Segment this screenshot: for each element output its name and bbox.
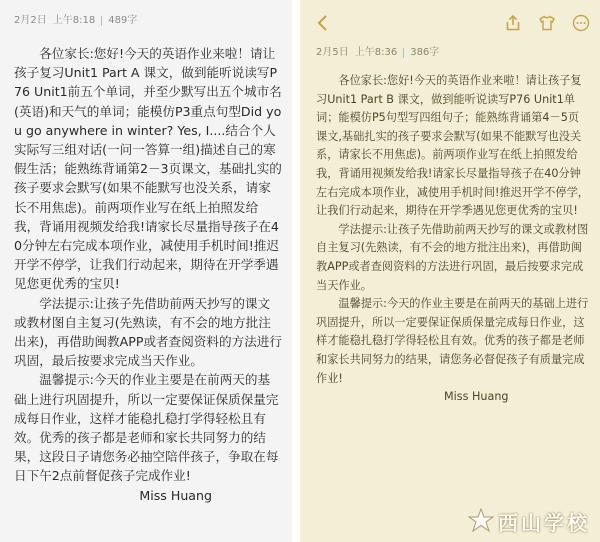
watermark-text: 西山学校	[498, 511, 590, 535]
note-meta	[316, 46, 590, 60]
chevron-left-icon[interactable]	[316, 13, 336, 33]
note-paragraph: 各位家长:您好!今天的英语作业来啦！请让孩子复习Unit1 Part A 课文，做到能听说读写P76 Unit1前五个单词，并至少默写出五个城市名(英语)和天气的单词；能模仿P3重点句型Did you go anywhere in winter? Yes, I....结合个人实际写三组对话(一问一答算一组)描述自己的寒假生活；能熟练背诵第2－3页课文，基础扎实的孩子要求会默写(如果不能默写也没关系，请家长不用焦虑)。前两项作业写在纸上拍照发给我，背诵用视频发给我!请家长尽量指导孩子在40分钟左右完成本项作业，减使用手机时间!推迟开学不停学，让我们行动起来，期待在开学季遇见您更优秀的宝贝!	[14, 46, 282, 292]
meta-divider	[403, 48, 404, 58]
note-body[interactable]	[14, 44, 282, 505]
note-panel-left	[0, 0, 292, 542]
note-meta	[14, 14, 282, 28]
note-paragraph: 温馨提示:今天的作业主要是在前两天的基础上进行巩固提升，所以一定要保证保质保量完成每日作业，这样才能稳扎稳打学得轻松且有效。优秀的孩子都是老师和家长共同努力的结果，请您务必督促孩子有质量完成作业!	[316, 297, 589, 385]
note-time: 上午8:18	[52, 15, 96, 26]
share-icon[interactable]	[504, 14, 522, 32]
note-signature: Miss Huang	[139, 487, 212, 503]
note-word-count: 386字	[410, 47, 440, 58]
note-word-count: 489字	[108, 15, 138, 26]
note-paragraph: 各位家长:您好!今天的英语作业来啦！请让孩子复习Unit1 Part B 课文，做到能听说读写P76 Unit1单词；能模仿P5句型写四组句子；能熟练背诵第4－5页课文,基础扎实的孩子要求会默写(如果不能默写也没关系，请家长不用焦虑)。前两项作业写在纸上拍照发给我，背诵用视频发给我!请家长尽量指导孩子在40分钟左右完成本项作业，减使用手机时间!推迟开学不停学，让我们行动起来，期待在开学季遇见您更优秀的宝贝!	[316, 74, 589, 218]
more-icon[interactable]	[572, 14, 590, 32]
note-body[interactable]	[316, 72, 590, 407]
note-time: 上午8:36	[354, 47, 398, 58]
star-logo-icon	[468, 508, 494, 536]
note-paragraph: 学法提示:让孩子先借助前两天抄写的课文或教材图自主复习(先熟读，有不会的地方批注出来)，再借助闽教APP或者查阅资料的方法进行巩固，最后按要求完成当天作业。	[14, 295, 282, 369]
meta-divider	[101, 16, 102, 26]
note-signature: Miss Huang	[444, 390, 509, 404]
toolbar-actions	[504, 14, 590, 32]
note-paragraph: 温馨提示:今天的作业主要是在前两天的基础上进行巩固提升，所以一定要保证保质保量完成每日作业，这样才能稳扎稳打学得轻松且有效。优秀的孩子都是老师和家长共同努力的结果，这段日子请您务必抽空陪伴孩子，争取在每日下午2点前督促孩子完成作业!	[14, 372, 279, 484]
note-toolbar	[316, 10, 590, 36]
note-date: 2月5日	[316, 47, 349, 58]
shirt-icon[interactable]	[538, 14, 556, 32]
school-watermark	[468, 507, 590, 536]
note-panel-right	[300, 0, 600, 542]
note-date: 2月2日	[14, 15, 47, 26]
note-paragraph: 学法提示:让孩子先借助前两天抄写的课文或教材图自主复习(先熟读，有不会的地方批注出来)，再借助闽教APP或者查阅资料的方法进行巩固，最后按要求完成当天作业。	[316, 222, 589, 292]
